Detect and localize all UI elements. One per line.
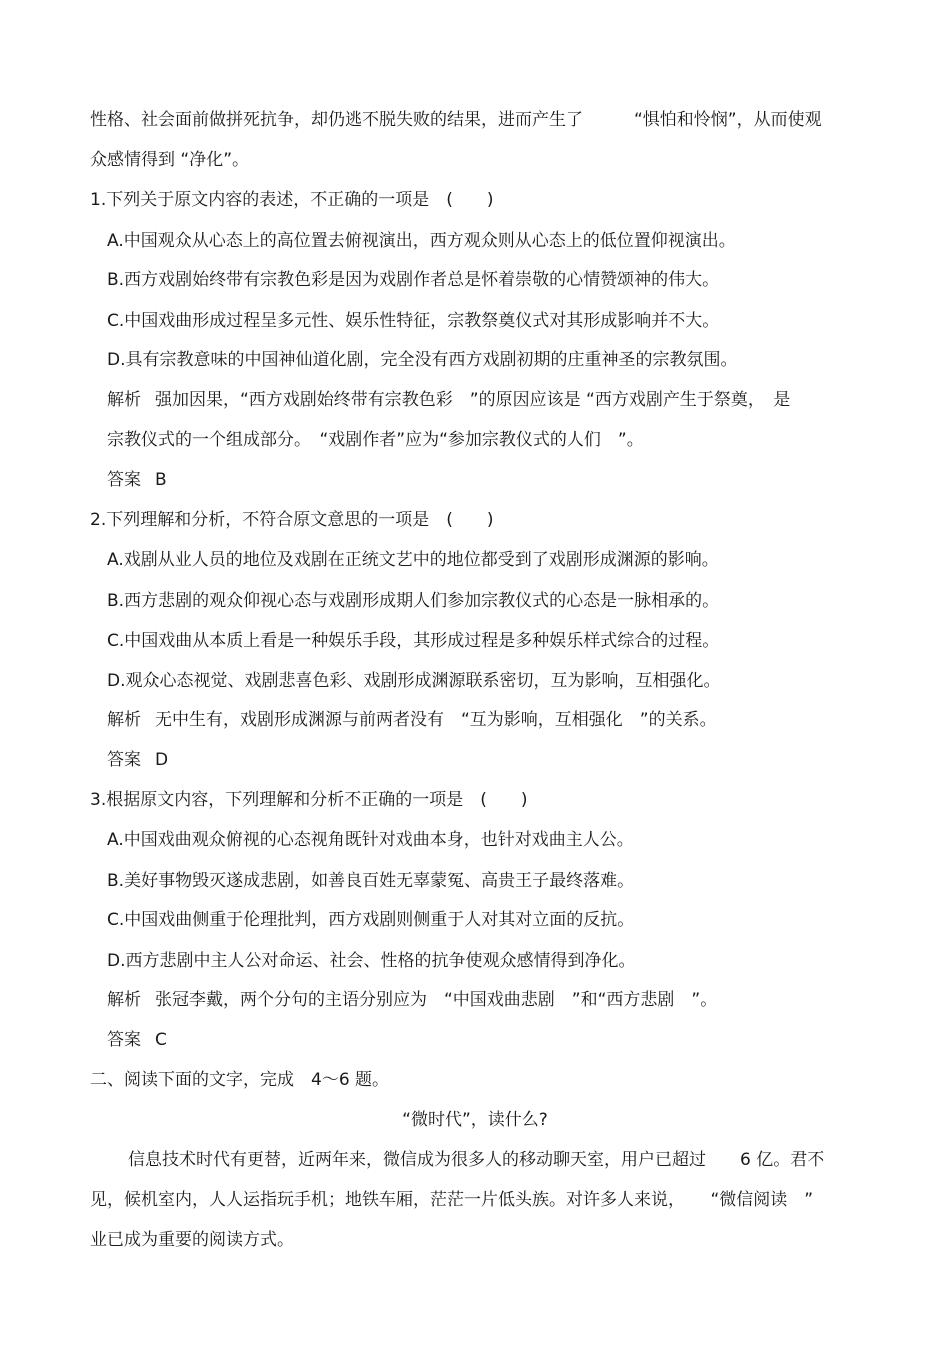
question-3-option-c: C.中国戏曲侧重于伦理批判，西方戏剧则侧重于人对其对立面的反抗。 (107, 910, 635, 930)
question-2-option-c: C.中国戏曲从本质上看是一种娱乐手段，其形成过程是多种娱乐样式综合的过程。 (107, 631, 720, 651)
question-1-analysis (107, 389, 790, 411)
question-1-answer (107, 469, 167, 491)
answer-value: B (155, 470, 167, 490)
analysis-text: 张冠李戴，两个分句的主语分别应为 “中国戏曲悲剧 ”和“西方悲剧 ”。 (155, 990, 718, 1010)
question-1-option-d: D.具有宗教意味的中国神仙道化剧，完全没有西方戏剧初期的庄重神圣的宗教氛围。 (107, 350, 738, 370)
question-1-option-b: B.西方戏剧始终带有宗教色彩是因为戏剧作者总是怀着崇敬的心情赞颂神的伟大。 (107, 270, 720, 290)
question-2-option-a: A.戏剧从业人员的地位及戏剧在正统文艺中的地位都受到了戏剧形成渊源的影响。 (107, 550, 719, 570)
answer-value: D (155, 750, 169, 770)
question-1-option-c: C.中国戏曲形成过程呈多元性、娱乐性特征，宗教祭奠仪式对其形成影响并不大。 (107, 311, 720, 331)
question-2-option-d: D.观众心态视觉、戏剧悲喜色彩、戏剧形成渊源联系密切，互为影响，互相强化。 (107, 671, 721, 691)
question-1-option-a: A.中国观众从心态上的高位置去俯视演出，西方观众则从心态上的低位置仰视演出。 (107, 231, 736, 251)
analysis-text: 强加因果，“西方戏剧始终带有宗教色彩 ”的原因应该是 “西方戏剧产生于祭奠， 是 (155, 390, 791, 410)
question-1-stem: 1.下列关于原文内容的表述，不正确的一项是 ( ) (90, 190, 494, 210)
analysis-text: 无中生有，戏剧形成渊源与前两者没有 “互为影响，互相强化 ”的关系。 (155, 710, 717, 730)
answer-label: 答案 (107, 1030, 141, 1050)
question-3-analysis (107, 989, 717, 1011)
article-paragraph-line-3: 业已成为重要的阅读方式。 (90, 1230, 294, 1250)
intro-line-2: 众感情得到 “净化”。 (90, 150, 250, 170)
analysis-label: 解析 (107, 390, 141, 410)
question-2-stem: 2.下列理解和分析，不符合原文意思的一项是 ( ) (90, 510, 494, 530)
question-3-stem: 3.根据原文内容，下列理解和分析不正确的一项是 ( ) (90, 790, 528, 810)
article-paragraph-line-1: 信息技术时代有更替，近两年来，微信成为很多人的移动聊天室，用户已超过 6 亿。君不 (128, 1150, 825, 1170)
article-title: “微时代”，读什么? (402, 1110, 548, 1130)
question-2-analysis (107, 709, 717, 731)
question-3-answer (107, 1029, 167, 1051)
analysis-label: 解析 (107, 990, 141, 1010)
answer-label: 答案 (107, 470, 141, 490)
section-2-heading: 二、阅读下面的文字，完成 4～6 题。 (90, 1070, 390, 1090)
question-3-option-b: B.美好事物毁灭遂成悲剧，如善良百姓无辜蒙冤、高贵王子最终落难。 (107, 871, 635, 891)
answer-value: C (155, 1030, 167, 1050)
question-3-option-a: A.中国戏曲观众俯视的心态视角既针对戏曲本身，也针对戏曲主人公。 (107, 830, 634, 850)
question-2-answer (107, 749, 168, 771)
article-paragraph-line-2: 见，候机室内，人人运指玩手机；地铁车厢，茫茫一片低头族。对许多人来说， “微信阅读 ” (90, 1190, 814, 1210)
answer-label: 答案 (107, 750, 141, 770)
intro-line-1: 性格、社会面前做拼死抗争，却仍逃不脱失败的结果，进而产生了 “惧怕和怜悯”，从而使观 (90, 110, 822, 130)
analysis-label: 解析 (107, 710, 141, 730)
question-2-option-b: B.西方悲剧的观众仰视心态与戏剧形成期人们参加宗教仪式的心态是一脉相承的。 (107, 591, 720, 611)
question-1-analysis-cont: 宗教仪式的一个组成部分。 “戏剧作者”应为“参加宗教仪式的人们 ”。 (107, 430, 644, 450)
question-3-option-d: D.西方悲剧中主人公对命运、社会、性格的抗争使观众感情得到净化。 (107, 951, 636, 971)
